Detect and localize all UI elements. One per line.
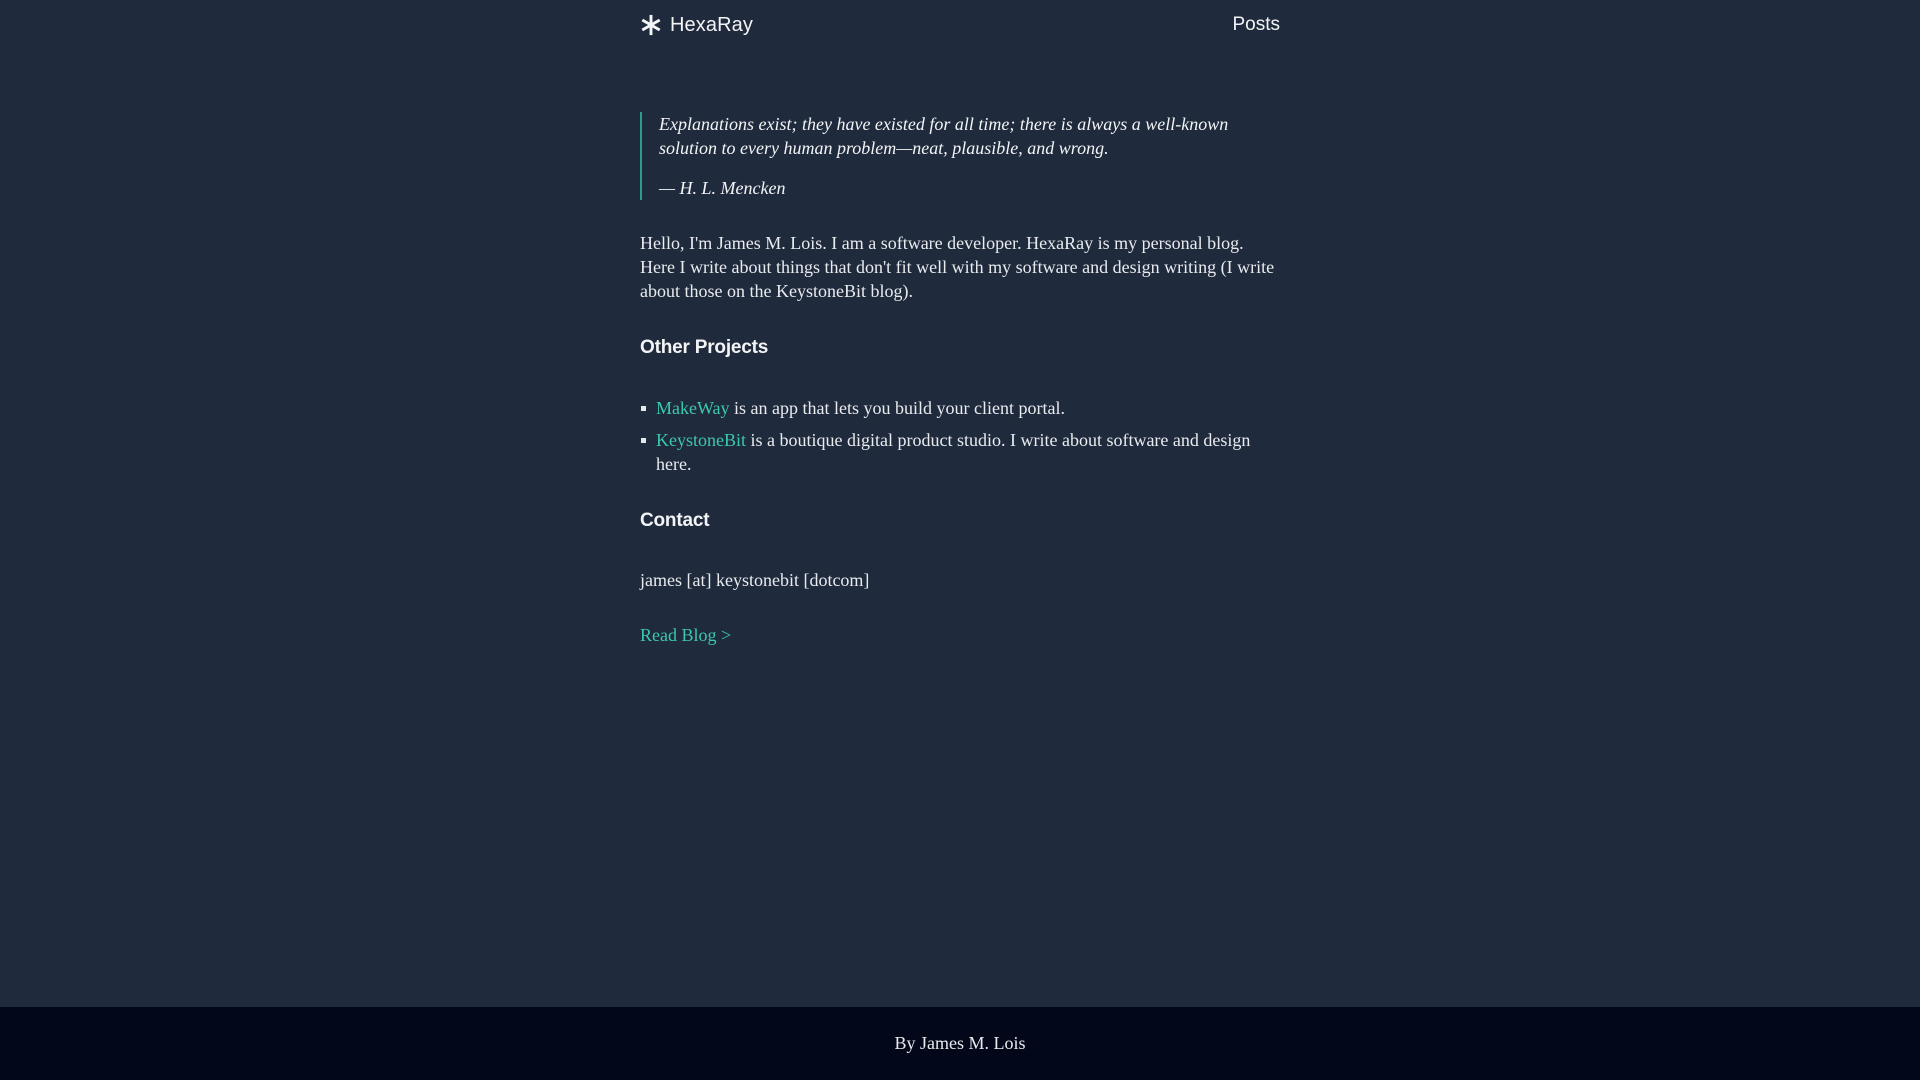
- projects-list: [640, 396, 1280, 484]
- content-column: [640, 0, 1280, 645]
- intro-paragraph: Hello, I'm James M. Lois. I am a software developer. HexaRay is my personal blog. Here I write about things that don't fit well with my software and design writing (I write about those on the KeystoneBit blog).: [640, 233, 1275, 301]
- brand-link[interactable]: [640, 14, 753, 37]
- site-footer: [0, 1007, 1920, 1080]
- square-bullet-icon: [641, 438, 646, 443]
- asterisk-icon: [640, 14, 662, 36]
- list-item: [640, 396, 1280, 420]
- contact-heading: Contact: [640, 510, 710, 531]
- makeway-link[interactable]: MakeWay: [656, 398, 730, 418]
- list-item: [640, 428, 1280, 476]
- square-bullet-icon: [641, 406, 646, 411]
- project-description: is an app that lets you build your client portal.: [729, 398, 1065, 418]
- brand-name: HexaRay: [670, 13, 753, 36]
- site-header: [640, 0, 1280, 50]
- quote-text: Explanations exist; they have existed for all time; there is always a well-known solution to every human problem—neat, plausible, and wrong.: [659, 114, 1229, 158]
- read-blog-link[interactable]: Read Blog >: [640, 625, 732, 645]
- project-description: is a boutique digital product studio. I write about software and design here.: [656, 430, 1251, 474]
- other-projects-heading: Other Projects: [640, 337, 769, 358]
- quote-block: [640, 112, 1280, 200]
- keystonebit-link[interactable]: KeystoneBit: [656, 430, 746, 450]
- nav-posts-link[interactable]: Posts: [1232, 14, 1280, 35]
- quote-attribution: — H. L. Mencken: [659, 178, 786, 198]
- footer-text: By James M. Lois: [894, 1033, 1026, 1053]
- contact-email: james [at] keystonebit [dotcom]: [640, 570, 870, 590]
